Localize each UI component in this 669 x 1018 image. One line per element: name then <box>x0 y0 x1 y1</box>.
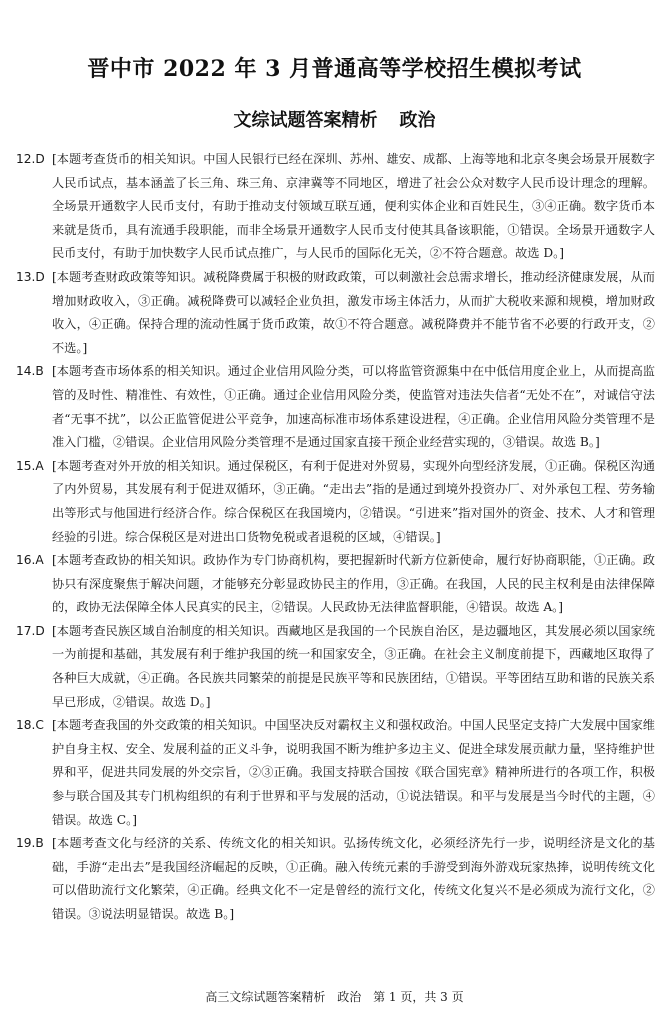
subtitle-main: 文综试题答案精析 <box>233 110 378 131</box>
answer-text: [本题考查民族区域自治制度的相关知识。西藏地区是我国的一个民族自治区，是边疆地区，其发展必须以国家统一为前提和基础，其发展有利于维护我国的统一和国家安全，③正确。在社会主义制度前提下，西藏地区取得了各种巨大成就，④正确。各民族共同繁荣的前提是民族平等和民族团结，①错误。平等团结互助和谐的民族关系早已形成，②错误。故选 D。] <box>52 623 655 709</box>
answer-text: [本题考查财政政策等知识。减税降费属于积极的财政政策，可以刺激社会总需求增长，推动经济健康发展，从而增加财政收入，③正确。减税降费可以减轻企业负担，激发市场主体活力，从而扩大税收来源和规模，增加财政收入，④正确。保持合理的流动性属于货币政策，故①不符合题意。减税降费并不能节省不必要的行政开支，②不选。] <box>52 269 655 355</box>
answer-text: [本题考查我国的外交政策的相关知识。中国坚决反对霸权主义和强权政治。中国人民坚定支持广大发展中国家维护自身主权、安全、发展利益的正义斗争，说明我国不断为维护多边主义、促进全球发展贡献力量，坚持维护世界和平，促进共同发展的外交宗旨，②③正确。我国支持联合国按《联合国宪章》精神所进行的各项工作，积极参与联合国及其专门机构组织的有利于世界和平与发展的活动，①说法错误。和平与发展是当今时代的主题，④错误。故选 C。] <box>52 718 655 827</box>
answer-item-18 <box>16 714 655 832</box>
answer-number: 17.D <box>16 623 45 638</box>
answer-text: [本题考查对外开放的相关知识。通过保税区，有利于促进对外贸易，实现外向型经济发展，①正确。保税区沟通了内外贸易，其发展有利于促进双循环，③正确。“走出去”指的是通过到境外投资办厂、对外承包工程、劳务输出等形式与他国进行经济合作。综合保税区在我国境内，②错误。“引进来”指对国外的资金、技术、人才和管理经验的引进。综合保税区是对进出口货物免税或者退税的区域，④错误。] <box>52 458 655 544</box>
answer-item-13 <box>16 266 655 360</box>
answer-list <box>16 148 655 927</box>
answer-number: 12.D <box>16 152 45 166</box>
page-footer <box>0 988 669 1005</box>
answer-number: 15.A <box>16 458 44 473</box>
footer-page-number: 第 1 页，共 3 页 <box>373 990 464 1004</box>
page-title: 晋中市 2022 年 3 月普通高等学校招生模拟考试 <box>87 56 582 82</box>
footer-exam: 高三文综试题答案精析 <box>205 990 326 1004</box>
answer-text: [本题考查市场体系的相关知识。通过企业信用风险分类，可以将监管资源集中在中低信用度企业上，从而提高监管的及时性、精准性、有效性，①正确。通过企业信用风险分类，使监管对违法失信者“无处不在”，对诚信守法者“无事不扰”，以公正监管促进公平竞争，加速高标准市场体系建设进程，④正确。企业信用风险分类管理不是准入门槛，②错误。企业信用风险分类管理不是通过国家直接干预企业经营实现的，③错误。故选 B。] <box>52 364 655 450</box>
answer-text: [本题考查货币的相关知识。中国人民银行已经在深圳、苏州、雄安、成都、上海等地和北京冬奥会场景开展数字人民币试点，基本涵盖了长三角、珠三角、京津冀等不同地区，增进了社会公众对数字人民币设计理念的理解。全场景开通数字人民币支付，有助于推动支付领域互联互通，便利实体企业和百姓民生，③④正确。数字货币本来就是货币，具有流通手段职能，而非全场景开通数字人民币支付使其具备该职能，①错误。全场景开通数字人民币支付，有助于加快数字人民币试点推广，与人民币的国际化无关，②不符合题意。故选 D。] <box>52 152 655 261</box>
footer-subject: 政治 <box>337 990 362 1004</box>
answer-number: 16.A <box>16 553 44 568</box>
answer-item-16 <box>16 549 655 620</box>
answer-number: 18.C <box>16 718 44 733</box>
answer-item-17 <box>16 620 655 714</box>
answer-item-14 <box>16 360 655 454</box>
page-subtitle <box>0 106 669 132</box>
answer-number: 19.B <box>16 836 44 851</box>
subtitle-subject: 政治 <box>399 110 436 131</box>
answer-number: 14.B <box>16 364 44 379</box>
answer-number: 13.D <box>16 269 45 284</box>
answer-text: [本题考查文化与经济的关系、传统文化的相关知识。弘扬传统文化，必须经济先行一步，说明经济是文化的基础，手游“走出去”是我国经济崛起的反映，①正确。融入传统元素的手游受到海外游戏玩家热捧，说明传统文化可以借助流行文化繁荣，④正确。经典文化不一定是曾经的流行文化，传统文化复兴不是必须成为流行文化，②错误。③说法明显错误。故选 B。] <box>52 836 655 921</box>
answer-item-12 <box>16 148 655 266</box>
answer-text: [本题考查政协的相关知识。政协作为专门协商机构，要把握新时代新方位新使命，履行好协商职能，①正确。政协只有深度聚焦于解决问题，才能够充分彰显政协民主的作用，③正确。在我国，人民的民主权利是由法律保障的，政协无法保障全体人民真实的民主，②错误。人民政协无法律监督职能，④错误。故选 A。] <box>52 553 655 615</box>
answer-item-19 <box>16 832 655 926</box>
answer-item-15 <box>16 455 655 549</box>
